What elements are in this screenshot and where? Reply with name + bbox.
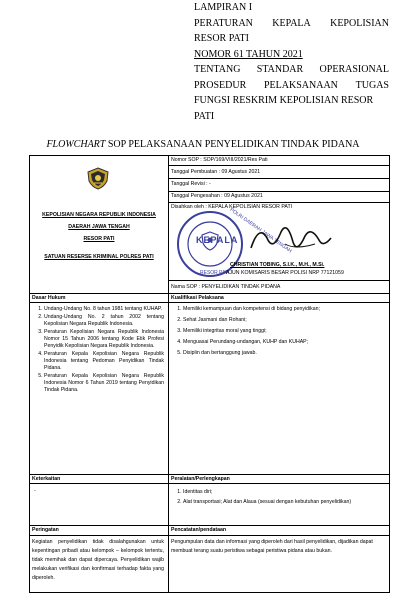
list-item: 1. Undang-Undang No. 8 tahun 1981 tentang KUHAP.: [44, 306, 164, 313]
list-item: 4. Menguasai Perundang-undangan, KUHP dan KUHAP;: [183, 339, 387, 346]
list-item: 3. Memiliki integritas moral yang tinggi;: [183, 328, 387, 335]
org-line-2: DAERAH JAWA TENGAH: [68, 224, 130, 230]
word: KEPALA: [272, 17, 311, 29]
peringatan-title: Peringatan: [32, 527, 59, 533]
word: PELAKSANAAN: [264, 79, 338, 91]
prosedur-line: [194, 78, 389, 94]
word: KEPOLISIAN: [330, 17, 389, 29]
row-line: [168, 202, 390, 203]
stamp-ring-text: POLRI DAERAH JAWA TENGAH: [228, 207, 293, 255]
header-block: [194, 0, 389, 124]
list-item: 3. Peraturan Kepolisian Negara Republik Indonesia Nomor 15 Tahun 2006 tentang Kode Etik Profesi Penyidik Kepolisian Negara Republik Indonesia.: [44, 329, 164, 350]
tentang-line: [194, 62, 389, 78]
row-line: [168, 165, 390, 166]
peringatan-text: Kegiatan penyelidikan tidak disalahgunakan untuk kepentingan pribadi atau kelompok – kelompok tertentu, tidak memihak dan dapat dipercaya. Penyelidikan wajib melakukan verifikasi dan konfirmasi terhadap fakta yang diperoleh.: [32, 539, 164, 581]
document-title: [0, 139, 406, 150]
word: STANDAR: [256, 64, 304, 75]
list-item: 2. Undang-Undang No. 2 tahun 2002 tentang Kepolisian Negara Republik Indonesia.: [44, 314, 164, 328]
tanggal-revisi: Tanggal Revisi : -: [171, 181, 211, 187]
row-line: [168, 191, 390, 192]
word: OPERASIONAL: [319, 64, 389, 75]
keterkaitan-value: -: [34, 488, 36, 494]
peraturan-line: [194, 16, 389, 32]
signer-name: CHRISTIAN TOBING, S.I.K., M.H., M.Si.: [230, 262, 325, 268]
tanggal-pembuatan: Tanggal Pembuatan : 09 Agustus 2021: [171, 169, 261, 175]
row-line: [29, 302, 390, 303]
word: PERATURAN: [194, 17, 253, 29]
keterkaitan-title: Keterkaitan: [32, 476, 61, 482]
lampiran-label: LAMPIRAN I: [194, 2, 253, 13]
list-item: 5. Disiplin dan bertanggung jawab.: [183, 350, 387, 357]
pencatatan-title: Pencatatan/pendataan: [171, 527, 227, 533]
row-line: [29, 535, 390, 536]
row-line: [168, 280, 390, 281]
fungsi-line: FUNGSI RESKRIM KEPOLISIAN RESOR: [194, 95, 374, 106]
list-item: 2. Sehat Jasmani dan Rohani;: [183, 317, 387, 324]
stamp-bottom-text: RESOR PATI: [200, 270, 230, 276]
pati-line: PATI: [194, 110, 215, 122]
nama-sop: Nama SOP : PENYELIDIKAN TINDAK PIDANA: [171, 284, 281, 290]
nomor-line: NOMOR 61 TAHUN 2021: [194, 48, 303, 60]
row-line: [168, 178, 390, 179]
org-line-3: RESOR PATI: [83, 236, 115, 242]
dasar-hukum-title: Dasar Hukum: [32, 295, 66, 301]
title-italic: FLOWCHART: [46, 139, 106, 150]
row-line: [29, 525, 390, 526]
signature-icon: [245, 218, 335, 260]
list-item: 5. Peraturan Kepala Kepolisian Negara Republik Indonesia Nomor 6 Tahun 2019 tentang Penyidikan Tindak Pidana.: [44, 373, 164, 394]
list-item: 4. Peraturan Kepala Kepolisian Negara Republik Indonesia tentang Pedoman Penyidikan Tindak Pidana.: [44, 351, 164, 372]
dasar-hukum-list: [34, 306, 164, 395]
resor-line: RESOR PATI: [194, 33, 249, 44]
pencatatan-text: Pengumpulan data dan informasi yang diperoleh dari hasil penyelidikan, dijadikan dapat membuat terang suatu peristiwa sebagai peristiwa pidana atau bukan.: [171, 539, 373, 554]
org-line-1: KEPOLISIAN NEGARA REPUBLIK INDONESIA: [42, 212, 156, 218]
peralatan-title: Peralatan/Perlengkapan: [171, 476, 230, 482]
signer-rank: AJUN KOMISARIS BESAR POLISI NRP 77121059: [226, 270, 344, 276]
word: TUGAS: [355, 79, 389, 91]
kualifikasi-list: [173, 306, 387, 361]
row-line: [29, 293, 390, 294]
disahkan-oleh: Disahkan oleh : KEPALA KEPOLISIAN RESOR PATI: [171, 204, 293, 210]
row-line: [29, 483, 390, 484]
stamp-center-text: KEPALA: [196, 235, 239, 245]
kualifikasi-title: Kualifikasi Pelaksana: [171, 295, 224, 301]
list-item: 1. Memiliki kemampuan dan kompetensi di bidang penyidikan;: [183, 306, 387, 313]
org-line-4: SATUAN RESERSE KRIMINAL POLRES PATI: [44, 254, 154, 260]
tanggal-pengesahan: Tanggal Pengesahan : 09 Agustus 2021: [171, 193, 263, 199]
row-line: [29, 474, 390, 475]
nomor-sop: Nomor SOP : SOP/169/VIII/2021/Res Pati: [171, 157, 268, 163]
title-rest: SOP PELAKSANAAN PENYELIDIKAN TINDAK PIDANA: [105, 139, 360, 150]
word: PROSEDUR: [194, 79, 247, 91]
column-divider: [168, 155, 169, 593]
list-item: 1. Identitas diri;: [183, 488, 387, 497]
peralatan-list: [173, 488, 387, 508]
list-item: 2. Alat transportasi; Alat dan Alaua (sesuai dengan kebutuhan penyelidikan): [183, 498, 387, 507]
polri-logo-icon: [85, 166, 111, 190]
word: TENTANG: [194, 64, 241, 75]
